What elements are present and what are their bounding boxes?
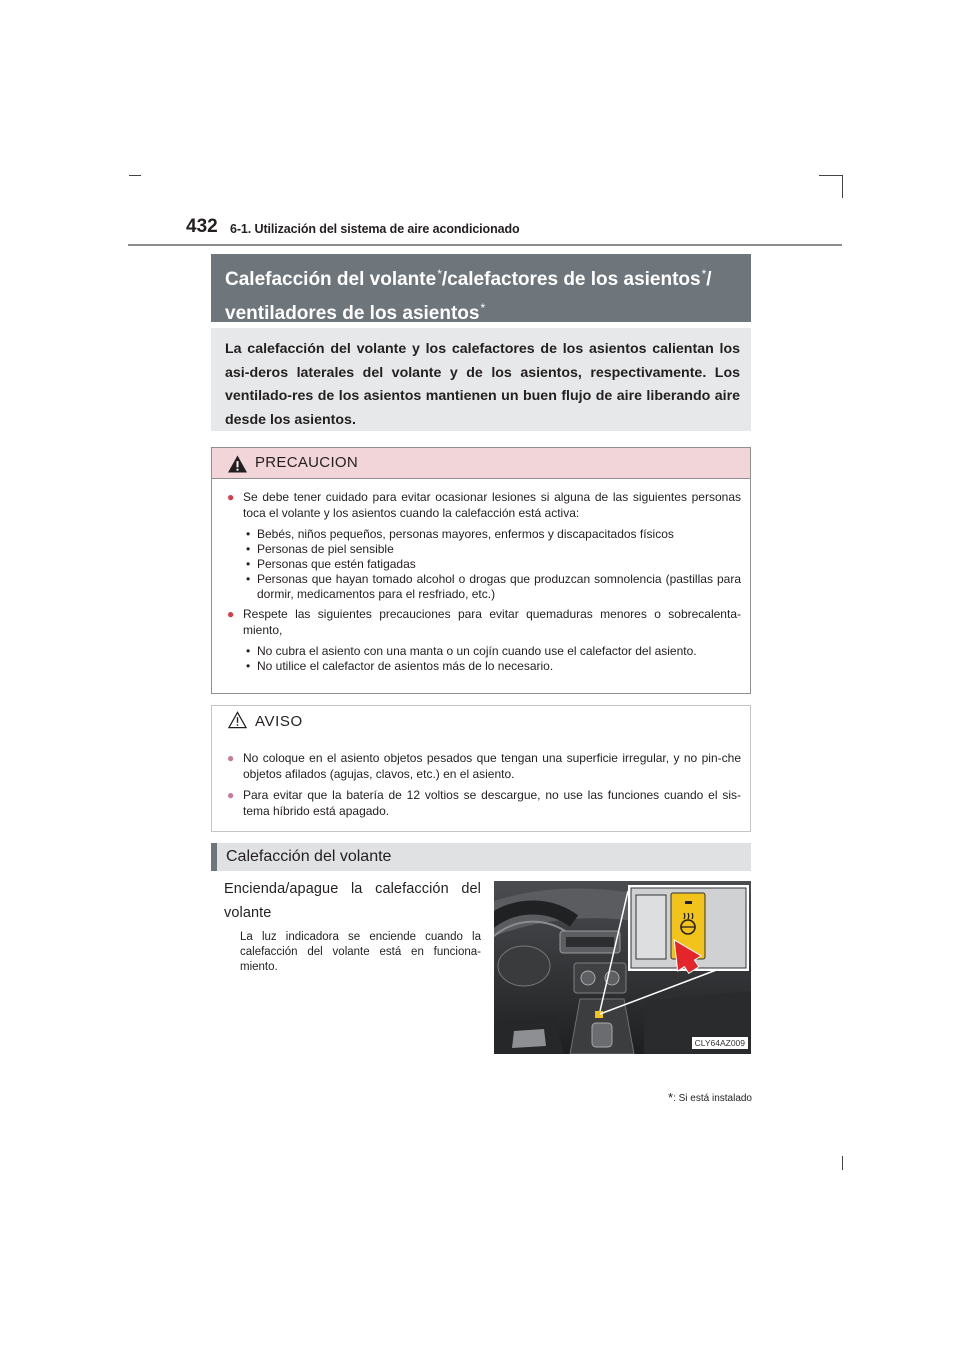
instruction-note: La luz indicadora se enciende cuando la calefacción del volante está en funciona-miento. [240, 931, 481, 973]
caution-box [211, 447, 751, 694]
sub-bullet: • [246, 572, 251, 586]
notice-item-text: No coloque en el asiento objetos pesados que tengan una superficie irregular, y no pin-che objetos afilados (agujas, clavos, etc.) en el asiento. [243, 751, 741, 781]
sub-bullet: • [246, 644, 251, 658]
instruction-text: Encienda/apague la calefacción del volante [224, 881, 481, 921]
caution-bullet: ● [227, 490, 235, 504]
notice-label: AVISO [255, 713, 303, 730]
section-title [211, 254, 751, 322]
title-marker-2: * [701, 267, 707, 281]
footnote-marker: * [668, 1090, 674, 1105]
warning-triangle-icon [228, 455, 247, 473]
notice-list [212, 750, 750, 819]
caution-header [212, 448, 750, 479]
caution-item-text: Se debe tener cuidado para evitar ocasionar lesiones si alguna de las siguientes personas toca el volante y los asientos cuando la calefacción está activa: [243, 490, 741, 520]
notice-item-text: Para evitar que la batería de 12 voltios se descargue, no use las funciones cuando el sis-tema híbrido está apagado. [243, 788, 741, 818]
intro-paragraph: La calefacción del volante y los calefactores de los asientos calientan los asi-deros laterales del volante y de los asientos, respectivamente. Los ventilado-res de los asientos mantienen un buen flujo de aire liberando aire desde los asientos. [211, 328, 751, 431]
title-part-4: ventiladores de los asientos [225, 303, 480, 324]
caution-item [212, 606, 750, 638]
figure-code: CLY64AZ009 [692, 1037, 748, 1049]
notice-header [212, 706, 750, 736]
title-part-3: / [706, 269, 712, 290]
caution-bullet: ● [227, 607, 235, 621]
caution-label: PRECAUCION [255, 454, 359, 471]
dashboard-drawing [494, 881, 751, 1054]
header-rule [128, 244, 842, 246]
notice-item [212, 787, 750, 819]
caution-item-text: Respete las siguientes precauciones para evitar quemaduras menores o sobrecalenta-miento, [243, 607, 741, 637]
page-number: 432 [186, 216, 218, 237]
sub-bullet: • [246, 557, 251, 571]
running-head: 6-1. Utilización del sistema de aire acondicionado [230, 222, 520, 236]
sub-bullet: • [246, 527, 251, 541]
caution-item [212, 489, 750, 521]
crop-mark-top-right-h [819, 175, 842, 176]
notice-triangle-icon [228, 711, 247, 729]
crop-mark-top-right-v [842, 175, 843, 198]
caution-subitem: • Personas que estén fatigadas [246, 557, 416, 571]
crop-mark-bottom-right [842, 1156, 843, 1170]
footnote [668, 1090, 752, 1105]
notice-box [211, 705, 751, 832]
title-part-2: /calefactores de los asientos [441, 269, 701, 290]
title-marker-3: * [480, 301, 486, 315]
notice-bullet: ● [227, 751, 235, 765]
title-marker-1: * [437, 267, 442, 281]
notice-item [212, 750, 750, 782]
crop-mark-top-left [129, 175, 141, 176]
caution-subitem: • Personas que hayan tomado alcohol o drogas que produzcan somnolencia (pastillas para dormir, medicamentos para el resfriado, etc.) [246, 572, 741, 601]
notice-bullet: ● [227, 788, 235, 802]
caution-subitem: • Bebés, niños pequeños, personas mayores, enfermos y discapacitados físicos [246, 527, 674, 541]
title-part-1: Calefacción del volante [225, 269, 437, 290]
sub-bullet: • [246, 659, 251, 673]
caution-subitem: • No utilice el calefactor de asientos más de lo necesario. [246, 659, 554, 673]
subsection-heading: Calefacción del volante [211, 843, 751, 871]
caution-subitem: • No cubra el asiento con una manta o un cojín cuando use el calefactor del asiento. [246, 644, 697, 658]
sub-bullet: • [246, 542, 251, 556]
dashboard-illustration [494, 881, 751, 1054]
caution-subitem: • Personas de piel sensible [246, 542, 394, 556]
footnote-text: : Si está instalado [673, 1093, 752, 1104]
caution-list [212, 489, 750, 674]
